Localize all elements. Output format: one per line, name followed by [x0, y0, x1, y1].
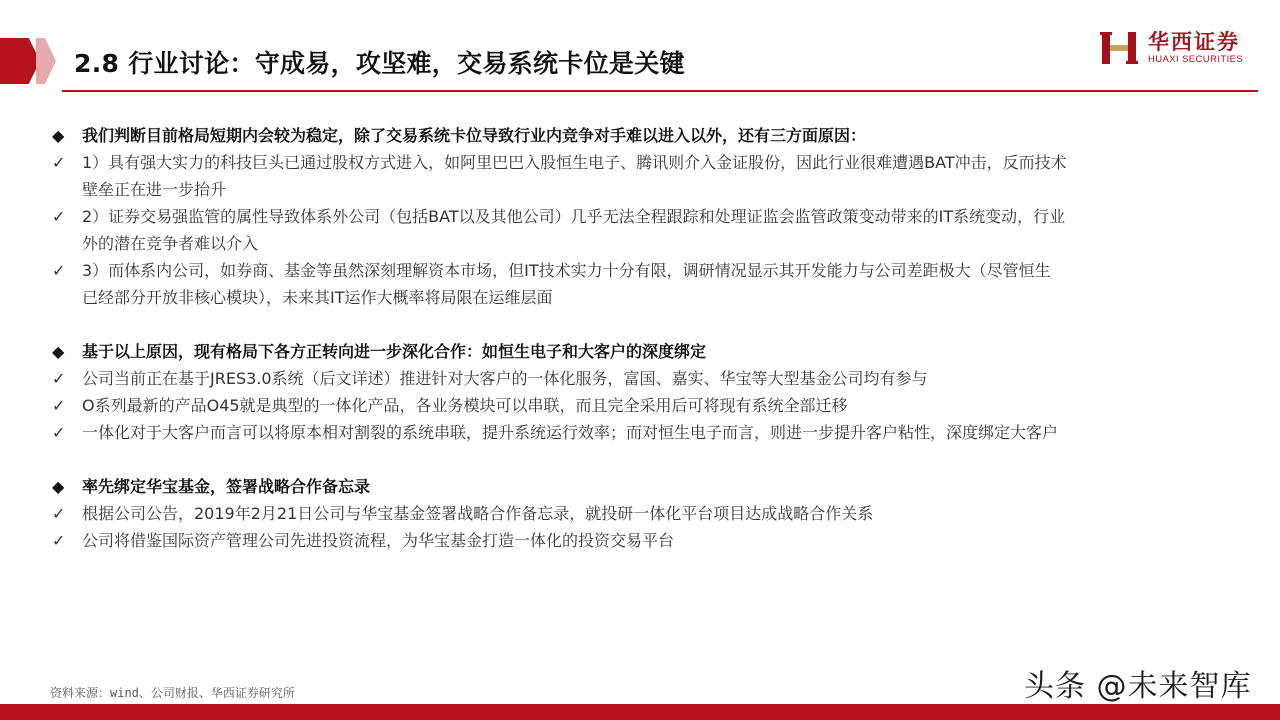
checkmark-icon: ✓ — [52, 369, 66, 388]
logo-name-en: HUAXI SECURITIES — [1148, 54, 1244, 65]
list-item-continuation: 已经部分开放非核心模块），未来其IT运作大概率将局限在运维层面 — [82, 288, 553, 307]
huaxi-logo-icon — [1100, 28, 1140, 68]
section-heading — [52, 473, 1242, 500]
checkmark-icon: ✓ — [52, 261, 66, 280]
list-item-text: 1）具有强大实力的科技巨头已通过股权方式进入，如阿里巴巴入股恒生电子、腾讯则介入金证股份，因此行业很难遭遇BAT冲击，反而技术 — [82, 153, 1067, 172]
list-item-text: 3）而体系内公司，如券商、基金等虽然深刻理解资本市场，但IT技术实力十分有限，调研情况显示其开发能力与公司差距极大（尽管恒生 — [82, 261, 1051, 280]
list-item-text: 根据公司公告，2019年2月21日公司与华宝基金签署战略合作备忘录，就投研一体化平台项目达成战略合作关系 — [82, 504, 874, 523]
header-accent-light — [36, 38, 56, 84]
company-logo — [1100, 26, 1260, 70]
list-item-text: 公司当前正在基于JRES3.0系统（后文详述）推进针对大客户的一体化服务，富国、嘉实、华宝等大型基金公司均有参与 — [82, 369, 928, 388]
diamond-bullet-icon: ◆ — [52, 126, 65, 145]
list-item-continuation: 外的潜在竞争者难以介入 — [82, 234, 259, 253]
list-item — [52, 500, 1242, 527]
list-item-text: 公司将借鉴国际资产管理公司先进投资流程，为华宝基金打造一体化的投资交易平台 — [82, 531, 675, 550]
section-heading-text: 基于以上原因，现有格局下各方正转向进一步深化合作：如恒生电子和大客户的深度绑定 — [82, 342, 707, 361]
checkmark-icon: ✓ — [52, 531, 66, 550]
section-spacer — [52, 446, 1242, 473]
footer-bar — [0, 704, 1280, 720]
checkmark-icon: ✓ — [52, 423, 66, 442]
list-item — [52, 149, 1242, 176]
list-item — [52, 527, 1242, 554]
checkmark-icon: ✓ — [52, 504, 66, 523]
checkmark-icon: ✓ — [52, 396, 66, 415]
section-heading-text: 率先绑定华宝基金，签署战略合作备忘录 — [82, 477, 371, 496]
source-note: 资料来源：wind、公司财报、华西证券研究所 — [50, 686, 295, 700]
section-heading — [52, 338, 1242, 365]
logo-name-cn: 华西证券 — [1148, 30, 1240, 54]
diamond-bullet-icon: ◆ — [52, 342, 65, 361]
list-item — [52, 392, 1242, 419]
checkmark-icon: ✓ — [52, 153, 66, 172]
section-heading — [52, 122, 1242, 149]
list-item — [52, 365, 1242, 392]
diamond-bullet-icon: ◆ — [52, 477, 65, 496]
title-divider — [62, 90, 1258, 92]
slide-content — [52, 122, 1242, 554]
section-heading-text: 我们判断目前格局短期内会较为稳定，除了交易系统卡位导致行业内竞争对手难以进入以外，还有三方面原因： — [82, 126, 867, 145]
list-item — [52, 419, 1242, 446]
section-spacer — [52, 311, 1242, 338]
list-item-text: O系列最新的产品O45就是典型的一体化产品，各业务模块可以串联，而且完全采用后可将现有系统全部迁移 — [82, 396, 848, 415]
list-item-text: 2）证券交易强监管的属性导致体系外公司（包括BAT以及其他公司）几乎无法全程跟踪和处理证监会监管政策变动带来的IT系统变动，行业 — [82, 207, 1066, 226]
header-accent — [0, 38, 40, 84]
watermark: 头条 @未来智库 — [1024, 669, 1252, 704]
list-item-text: 一体化对于大客户而言可以将原本相对割裂的系统串联，提升系统运行效率；而对恒生电子而言，则进一步提升客户粘性，深度绑定大客户 — [82, 423, 1059, 442]
page-title: 2.8 行业讨论：守成易，攻坚难，交易系统卡位是关键 — [74, 49, 685, 78]
checkmark-icon: ✓ — [52, 207, 66, 226]
list-item — [52, 257, 1242, 284]
list-item-continuation: 壁垒正在进一步抬升 — [82, 180, 227, 199]
list-item — [52, 203, 1242, 230]
